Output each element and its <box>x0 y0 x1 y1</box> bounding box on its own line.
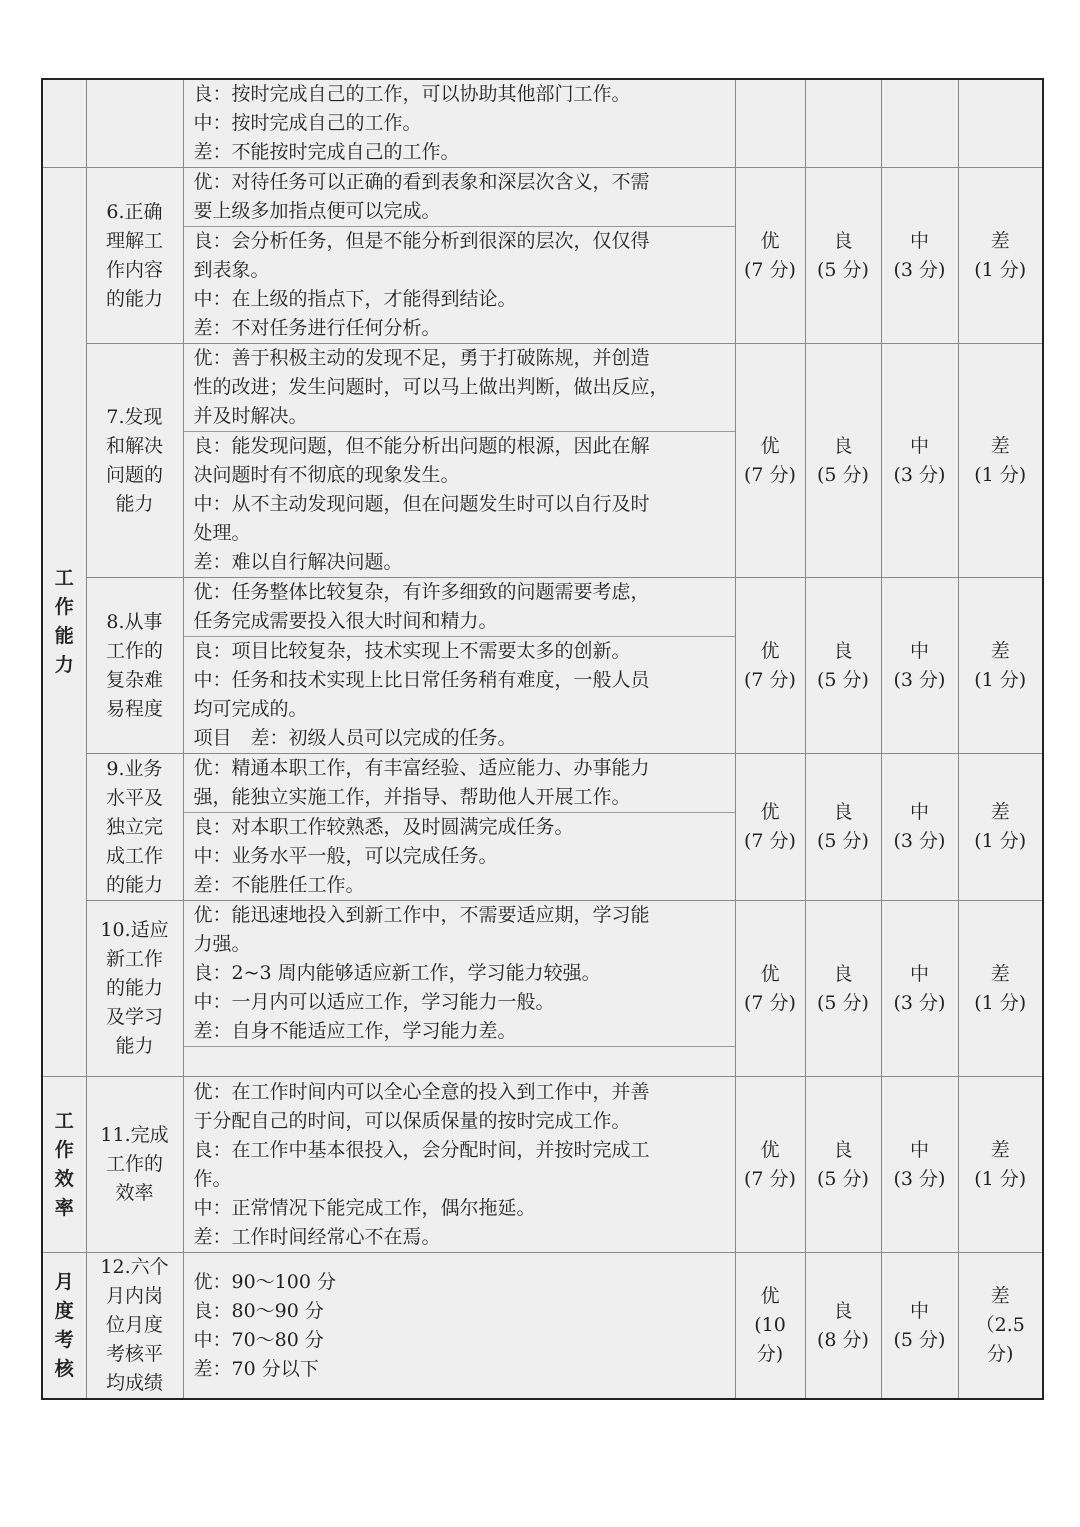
criteria-line: 优：能迅速地投入到新工作中，不需要适应期，学习能 <box>193 904 650 926</box>
grade-excellent: 优 (7 分) <box>735 1077 805 1253</box>
criteria-line: 决问题时有不彻底的现象发生。 <box>193 464 460 486</box>
grade-cell <box>958 79 1043 168</box>
grade-poor: 差 (1 分) <box>958 754 1043 901</box>
grade-excellent: 优 (7 分) <box>735 901 805 1077</box>
criteria-line: 良：项目比较复杂，技术实现上不需要太多的创新。 <box>193 640 631 662</box>
criteria-line: 良：会分析任务，但是不能分析到很深的层次，仅仅得 <box>193 230 650 252</box>
criteria-line: 中：任务和技术实现上比日常任务稍有难度，一般人员 <box>193 669 650 691</box>
criteria-cell <box>183 754 735 901</box>
criteria-line: 作。 <box>193 1167 232 1190</box>
criteria-line: 性的改进；发生问题时，可以马上做出判断，做出反应， <box>193 376 669 398</box>
grade-fair: 中 (3 分) <box>881 1077 958 1253</box>
criteria-line: 优：对待任务可以正确的看到表象和深层次含义，不需 <box>193 171 650 193</box>
criteria-cell <box>183 578 735 754</box>
grade-fair: 中 (3 分) <box>881 754 958 901</box>
grade-poor: 差 (1 分) <box>958 578 1043 754</box>
criteria-line: 力强。 <box>193 933 251 955</box>
table-row <box>42 168 1043 344</box>
criteria-line: 处理。 <box>193 522 251 544</box>
grade-fair: 中 (5 分) <box>881 1253 958 1400</box>
criteria-line: 中：一月内可以适应工作，学习能力一般。 <box>193 991 555 1013</box>
criteria-line: 优：在工作时间内可以全心全意的投入到工作中，并善 <box>193 1080 650 1103</box>
item-name: 11.完成 工作的 效率 <box>86 1077 183 1253</box>
grade-excellent: 优 (7 分) <box>735 578 805 754</box>
item-name: 12.六个 月内岗 位月度 考核平 均成绩 <box>86 1253 183 1400</box>
item-name: 8.从事 工作的 复杂难 易程度 <box>86 578 183 754</box>
criteria-line: 良：按时完成自己的工作，可以协助其他部门工作。 <box>193 83 631 105</box>
grade-good: 良 (5 分) <box>805 901 881 1077</box>
item-name: 9.业务 水平及 独立完 成工作 的能力 <box>86 754 183 901</box>
criteria-line: 中：业务水平一般，可以完成任务。 <box>193 845 498 867</box>
grade-cell <box>805 79 881 168</box>
criteria-line: 良：在工作中基本很投入，会分配时间，并按时完成工 <box>193 1138 650 1161</box>
grade-cell <box>881 79 958 168</box>
grade-good: 良 (5 分) <box>805 754 881 901</box>
grade-poor: 差 （2.5 分) <box>958 1253 1043 1400</box>
table-row <box>42 578 1043 754</box>
criteria-line: 强，能独立实施工作，并指导、帮助他人开展工作。 <box>184 783 735 813</box>
grade-good: 良 (5 分) <box>805 578 881 754</box>
criteria-line: 均可完成的。 <box>193 698 308 720</box>
criteria-cell <box>183 1077 735 1253</box>
criteria-line: 差：不能胜任工作。 <box>193 874 365 896</box>
table-row <box>42 754 1043 901</box>
criteria-cell <box>183 344 735 578</box>
table-row <box>42 1253 1043 1400</box>
criteria-line: 到表象。 <box>193 259 270 281</box>
criteria-line: 差：不能按时完成自己的工作。 <box>193 141 460 163</box>
item-name: 6.正确 理解工 作内容 的能力 <box>86 168 183 344</box>
category-work-ability: 工 作 能 力 <box>42 168 86 1077</box>
category-monthly-review: 月 度 考 核 <box>42 1253 86 1400</box>
table-row <box>42 1077 1043 1253</box>
grade-excellent: 优 (10 分) <box>735 1253 805 1400</box>
criteria-line: 差：工作时间经常心不在焉。 <box>193 1225 441 1248</box>
grade-fair: 中 (3 分) <box>881 901 958 1077</box>
criteria-line: 并及时解决。 <box>184 402 735 432</box>
grade-good: 良 (5 分) <box>805 1077 881 1253</box>
criteria-line: 项目 差：初级人员可以完成的任务。 <box>193 727 517 749</box>
criteria-line: 差：难以自行解决问题。 <box>193 551 403 573</box>
criteria-line: 中：正常情况下能完成工作，偶尔拖延。 <box>193 1196 536 1219</box>
criteria-line: 中：从不主动发现问题，但在问题发生时可以自行及时 <box>193 493 650 515</box>
grade-poor: 差 (1 分) <box>958 901 1043 1077</box>
criteria-line: 差：自身不能适应工作，学习能力差。 <box>184 1017 735 1047</box>
criteria-cell <box>183 901 735 1077</box>
criteria-line: 要上级多加指点便可以完成。 <box>184 197 735 227</box>
criteria-line: 良：对本职工作较熟悉，及时圆满完成任务。 <box>193 816 574 838</box>
criteria-line: 中：在上级的指点下，才能得到结论。 <box>193 288 517 310</box>
grade-poor: 差 (1 分) <box>958 1077 1043 1253</box>
item-cell <box>86 79 183 168</box>
criteria-line: 中：按时完成自己的工作。 <box>193 112 422 134</box>
criteria-cell <box>183 79 735 168</box>
grade-excellent: 优 (7 分) <box>735 168 805 344</box>
grade-poor: 差 (1 分) <box>958 344 1043 578</box>
item-name: 10.适应 新工作 的能力 及学习 能力 <box>86 901 183 1077</box>
grade-good: 良 (8 分) <box>805 1253 881 1400</box>
grade-cell <box>735 79 805 168</box>
criteria-line: 差：不对任务进行任何分析。 <box>193 317 441 339</box>
category-work-efficiency: 工 作 效 率 <box>42 1077 86 1253</box>
grade-good: 良 (5 分) <box>805 344 881 578</box>
grade-fair: 中 (3 分) <box>881 168 958 344</box>
criteria-line: 优：精通本职工作，有丰富经验、适应能力、办事能力 <box>193 757 650 779</box>
table-row <box>42 344 1043 578</box>
criteria-cell <box>183 168 735 344</box>
evaluation-table <box>41 78 1044 1400</box>
item-name: 7.发现 和解决 问题的 能力 <box>86 344 183 578</box>
grade-good: 良 (5 分) <box>805 168 881 344</box>
criteria-line: 差：70 分以下 <box>193 1357 319 1380</box>
table-row <box>42 901 1043 1077</box>
grade-excellent: 优 (7 分) <box>735 754 805 901</box>
grade-excellent: 优 (7 分) <box>735 344 805 578</box>
category-cell <box>42 79 86 168</box>
criteria-line: 良：80～90 分 <box>193 1299 324 1322</box>
grade-fair: 中 (3 分) <box>881 344 958 578</box>
criteria-line: 任务完成需要投入很大时间和精力。 <box>184 607 735 637</box>
criteria-line: 优：任务整体比较复杂，有许多细致的问题需要考虑， <box>193 581 650 603</box>
criteria-line: 中：70～80 分 <box>193 1328 324 1351</box>
criteria-cell <box>183 1253 735 1400</box>
table-row <box>42 79 1043 168</box>
criteria-line: 于分配自己的时间，可以保质保量的按时完成工作。 <box>193 1109 631 1132</box>
criteria-line: 优：90～100 分 <box>193 1270 336 1293</box>
criteria-line: 良：2~3 周内能够适应新工作，学习能力较强。 <box>193 962 601 984</box>
criteria-line: 良：能发现问题，但不能分析出问题的根源，因此在解 <box>193 435 650 457</box>
criteria-line: 优：善于积极主动的发现不足，勇于打破陈规，并创造 <box>193 347 650 369</box>
grade-fair: 中 (3 分) <box>881 578 958 754</box>
grade-poor: 差 (1 分) <box>958 168 1043 344</box>
